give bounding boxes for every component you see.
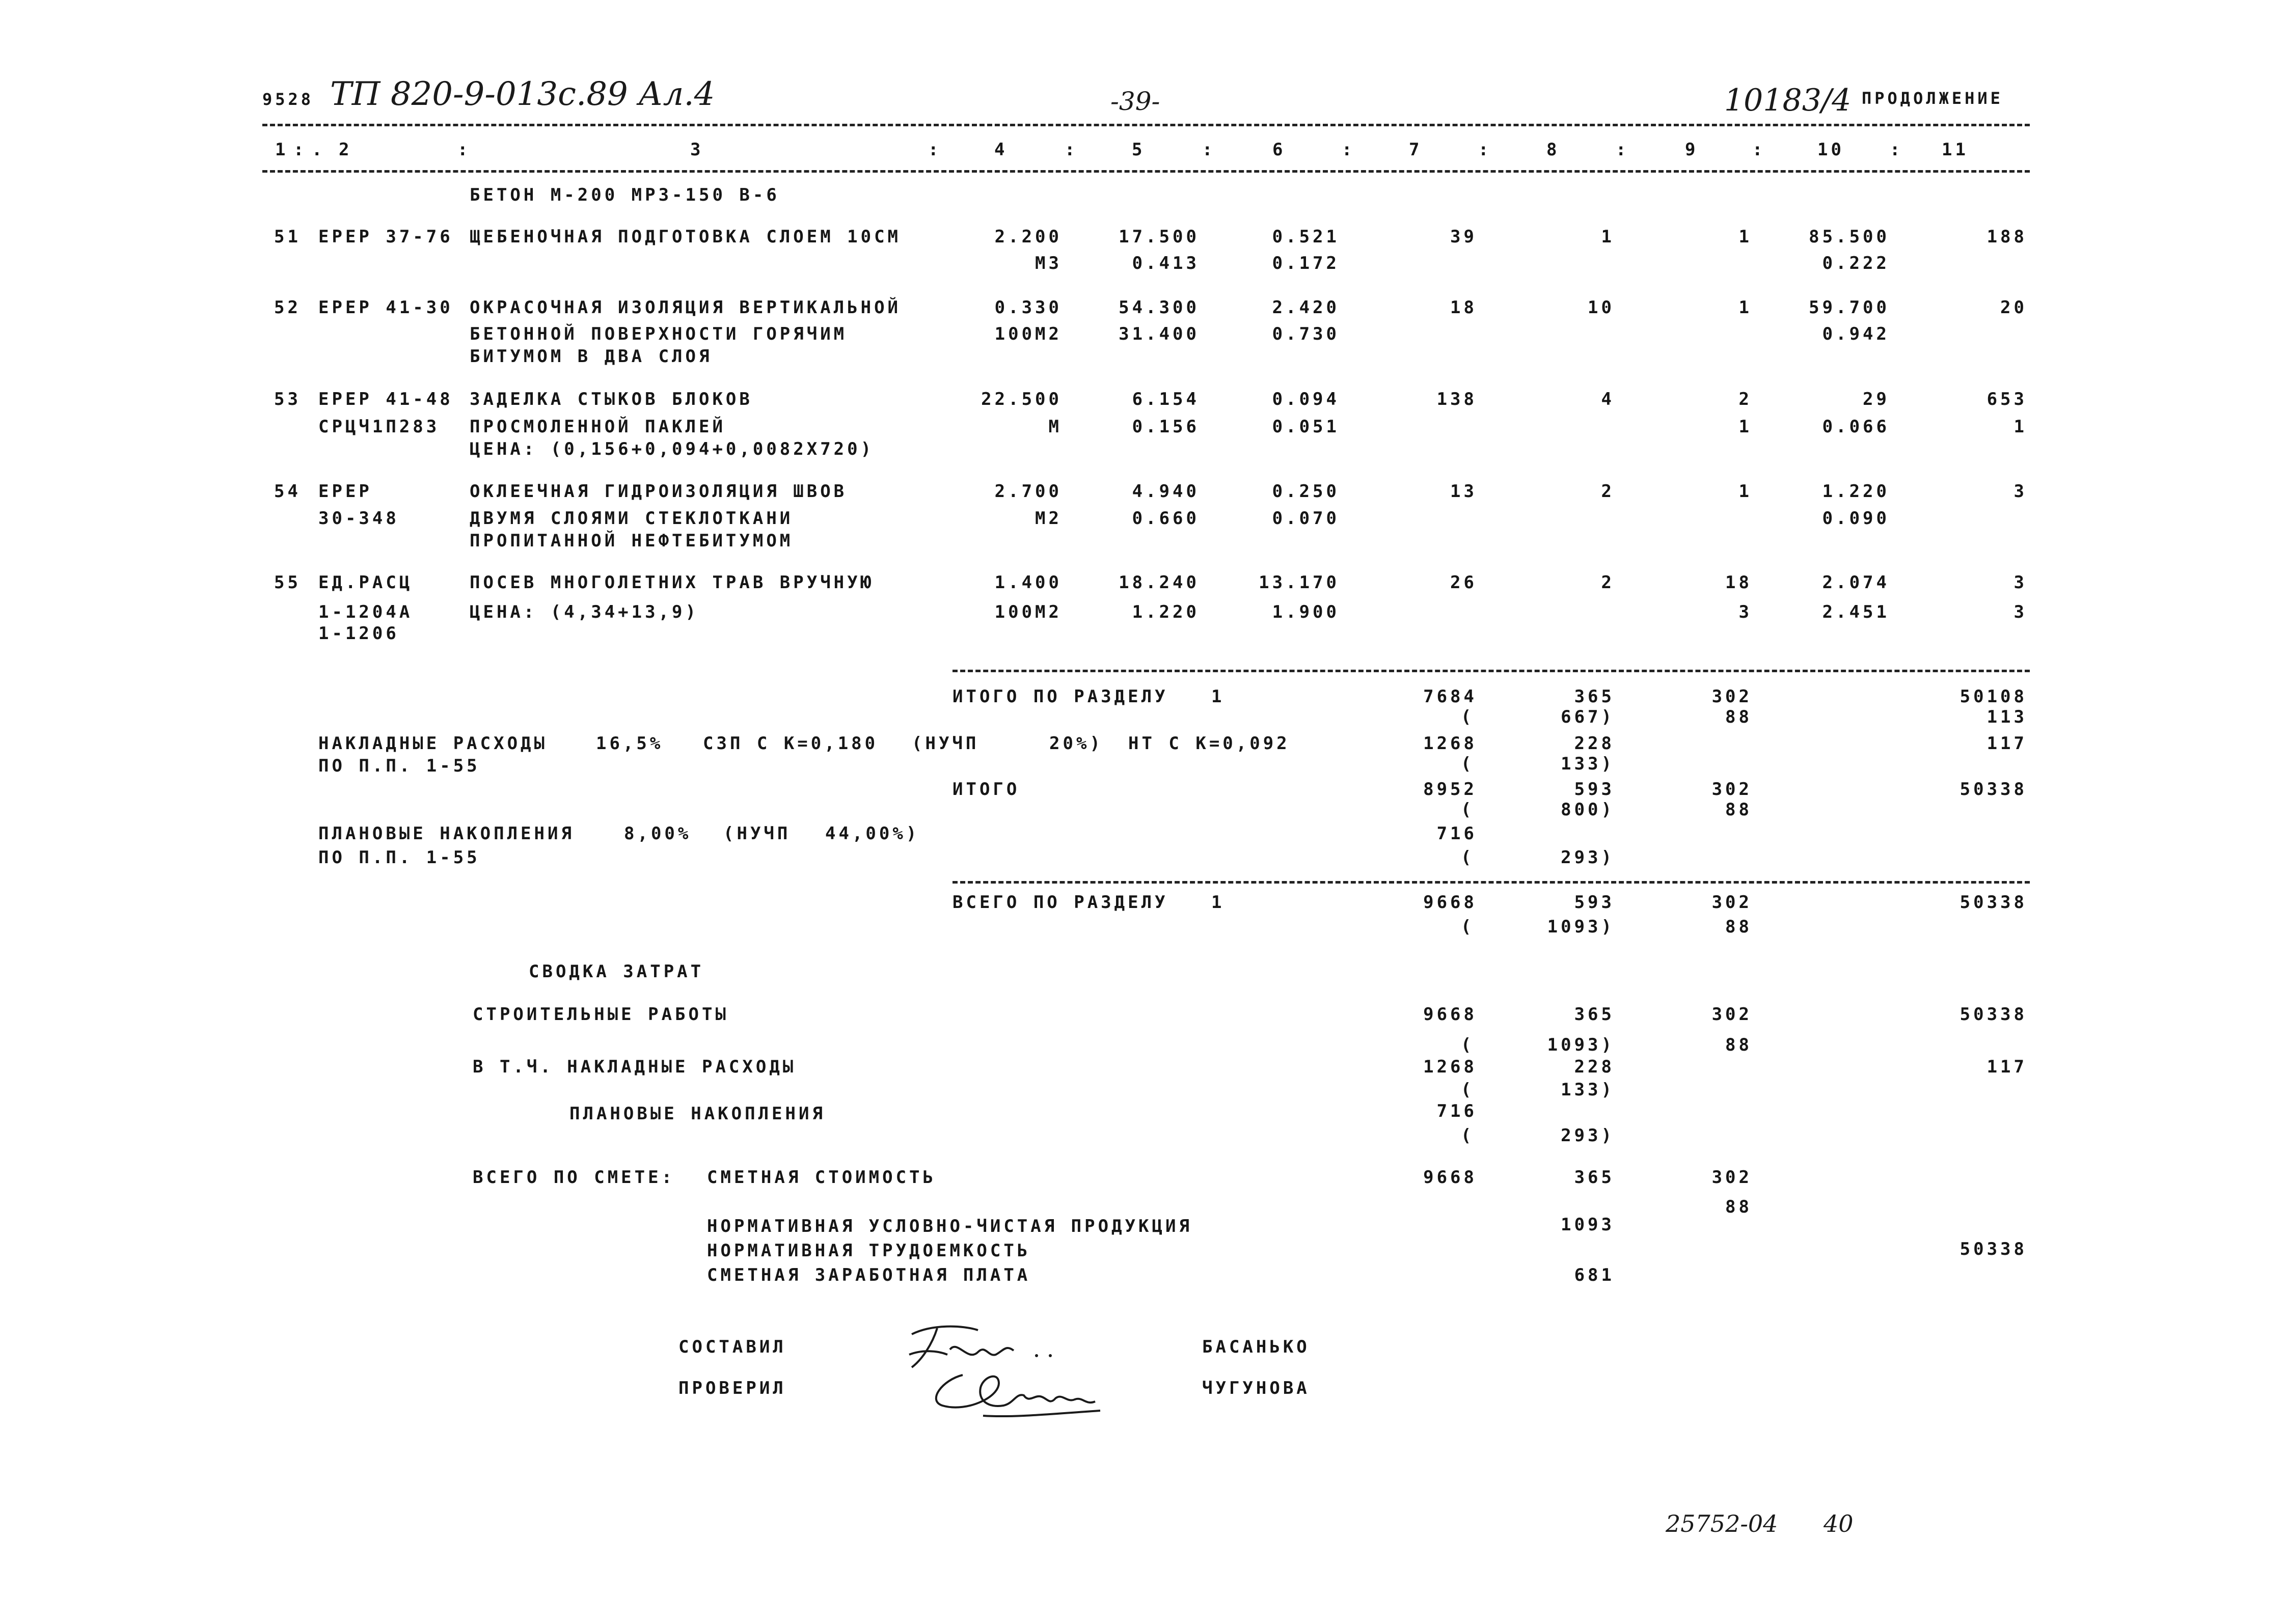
row-code: ЕРЕР 41-30 xyxy=(318,297,453,318)
total-label: ИТОГО ПО РАЗДЕЛУ xyxy=(953,686,1168,707)
cell-c10: 59.700 xyxy=(1809,297,1890,318)
planned-nuchp: (НУЧП xyxy=(723,823,791,844)
open-paren: ( xyxy=(1461,707,1475,727)
col-sep: : xyxy=(457,140,471,160)
open-paren: ( xyxy=(1461,917,1475,937)
cell-c7: 39 xyxy=(1450,227,1477,247)
page-number: -39- xyxy=(1110,87,1160,116)
row-description: ДВУМЯ СЛОЯМИ СТЕКЛОТКАНИ xyxy=(470,508,794,529)
cell-c10: 29 xyxy=(1863,389,1890,409)
cell-c5: 4.940 xyxy=(1132,481,1200,502)
cell-c8-paren: 293) xyxy=(1561,1125,1615,1146)
cell-c8-paren: 1093) xyxy=(1547,1035,1615,1055)
col-1: 1 xyxy=(275,140,289,160)
cell-c9: 302 xyxy=(1711,892,1752,913)
cell-c10: 0.942 xyxy=(1822,324,1890,344)
overhead-label: НАКЛАДНЫЕ РАСХОДЫ xyxy=(318,733,548,754)
cell-c5: 6.154 xyxy=(1132,389,1200,409)
cell-c6: 0.250 xyxy=(1272,481,1340,502)
checked-label: ПРОВЕРИЛ xyxy=(678,1378,786,1398)
cell-c5: 31.400 xyxy=(1119,324,1200,344)
section-title: БЕТОН М-200 МРЗ-150 В-6 xyxy=(470,185,780,205)
cell-c4-unit: 100М2 xyxy=(994,324,1062,344)
col-11: 11 xyxy=(1942,140,1969,160)
cell-c9: 88 xyxy=(1725,707,1752,727)
compiled-name: БАСАНЬКО xyxy=(1202,1337,1310,1357)
cell-c8: 10 xyxy=(1588,297,1615,318)
cell-c7: 7684 xyxy=(1423,686,1477,707)
row-description: БИТУМОМ В ДВА СЛОЯ xyxy=(470,346,713,367)
cell-c7: 716 xyxy=(1436,1101,1477,1121)
cell-c4: 0.330 xyxy=(994,297,1062,318)
cell-c11: 653 xyxy=(1986,389,2027,409)
cell-c5: 0.156 xyxy=(1132,417,1200,437)
cell-c11: 117 xyxy=(1986,733,2027,754)
planned-range: ПО П.П. 1-55 xyxy=(318,847,480,868)
cell-c11: 3 xyxy=(2013,481,2027,502)
col-7: 7 xyxy=(1409,140,1423,160)
total-rule xyxy=(953,670,2030,672)
footer-page: 40 xyxy=(1824,1510,1854,1537)
footer-stamp: 25752-04 xyxy=(1666,1510,1778,1537)
cell-c6: 0.730 xyxy=(1272,324,1340,344)
cell-c7: 9668 xyxy=(1423,892,1477,913)
row-description: ПРОПИТАННОЙ НЕФТЕБИТУМОМ xyxy=(470,531,794,551)
row-number: 52 xyxy=(274,297,301,318)
overhead-nuchp-pct: 20%) xyxy=(1049,733,1103,754)
wages-label: СМЕТНАЯ ЗАРАБОТНАЯ ПЛАТА xyxy=(707,1265,1031,1285)
row-code: ЕРЕР xyxy=(318,481,372,502)
planned-summary-label: ПЛАНОВЫЕ НАКОПЛЕНИЯ xyxy=(569,1104,826,1124)
cell-c5: 0.660 xyxy=(1132,508,1200,529)
row-description: ЗАДЕЛКА СТЫКОВ БЛОКОВ xyxy=(470,389,753,409)
cell-c8: 4 xyxy=(1601,389,1615,409)
cell-c8: 365 xyxy=(1574,1167,1615,1188)
estimate-total-label: ВСЕГО ПО СМЕТЕ: xyxy=(473,1167,675,1188)
col-sep: : xyxy=(1890,140,1903,160)
cell-c11: 3 xyxy=(2013,602,2027,622)
overhead-summary-label: В Т.Ч. НАКЛАДНЫЕ РАСХОДЫ xyxy=(473,1057,797,1077)
row-code-secondary: 1-1204А xyxy=(318,602,413,622)
cell-c9: 88 xyxy=(1725,1197,1752,1217)
row-code-secondary: 30-348 xyxy=(318,508,399,529)
col-10: 10 xyxy=(1817,140,1844,160)
col-sep: : xyxy=(1065,140,1078,160)
compiled-label: СОСТАВИЛ xyxy=(678,1337,786,1357)
cell-c9: 302 xyxy=(1711,1004,1752,1025)
row-description: ЦЕНА: (0,156+0,094+0,0082Х720) xyxy=(470,439,875,459)
cell-c7: 8952 xyxy=(1423,779,1477,800)
cell-c8: 593 xyxy=(1574,779,1615,800)
cell-c7: 1268 xyxy=(1423,1057,1477,1077)
cell-c6: 0.521 xyxy=(1272,227,1340,247)
cell-c4: 22.500 xyxy=(981,389,1062,409)
cell-c9: 2 xyxy=(1738,389,1752,409)
cell-c11: 50338 xyxy=(1960,1004,2027,1025)
col-6: 6 xyxy=(1272,140,1286,160)
row-number: 53 xyxy=(274,389,301,409)
cell-c9: 302 xyxy=(1711,686,1752,707)
norm-labor-label: НОРМАТИВНАЯ ТРУДОЕМКОСТЬ xyxy=(707,1241,1031,1261)
grand-rule xyxy=(953,881,2030,884)
overhead-szp: СЗП С К=0,180 xyxy=(703,733,879,754)
row-number: 51 xyxy=(274,227,301,247)
cell-c6: 0.070 xyxy=(1272,508,1340,529)
cell-c9: 1 xyxy=(1738,297,1752,318)
row-description: ОКЛЕЕЧНАЯ ГИДРОИЗОЛЯЦИЯ ШВОВ xyxy=(470,481,848,502)
cell-c4-unit: М2 xyxy=(1035,508,1062,529)
row-description: ПОСЕВ МНОГОЛЕТНИХ ТРАВ ВРУЧНУЮ xyxy=(470,572,875,593)
cell-c5: 0.413 xyxy=(1132,253,1200,273)
cell-c10: 0.090 xyxy=(1822,508,1890,529)
cell-c9: 302 xyxy=(1711,779,1752,800)
cell-c4-unit: М3 xyxy=(1035,253,1062,273)
checked-name: ЧУГУНОВА xyxy=(1202,1378,1310,1398)
row-code-tertiary: 1-1206 xyxy=(318,623,399,644)
cell-c8: 365 xyxy=(1574,1004,1615,1025)
col-sep: : xyxy=(1202,140,1216,160)
col-3: 3 xyxy=(690,140,704,160)
grand-section: 1 xyxy=(1211,892,1225,913)
row-code: ЕРЕР 41-48 xyxy=(318,389,453,409)
cell-c5: 18.240 xyxy=(1119,572,1200,593)
cell-c11: 50338 xyxy=(1960,779,2027,800)
norm-product-value: 1093 xyxy=(1561,1215,1615,1235)
col-sep: : xyxy=(293,140,307,160)
open-paren: ( xyxy=(1461,1080,1475,1100)
header-rule-bottom xyxy=(262,170,2030,173)
cell-c9: 1 xyxy=(1738,227,1752,247)
cell-c10: 85.500 xyxy=(1809,227,1890,247)
open-paren: ( xyxy=(1461,1125,1475,1146)
cell-c9: 302 xyxy=(1711,1167,1752,1188)
estimate-cost-label: СМЕТНАЯ СТОИМОСТЬ xyxy=(707,1167,936,1188)
row-description: ЦЕНА: (4,34+13,9) xyxy=(470,602,699,622)
construction-label: СТРОИТЕЛЬНЫЕ РАБОТЫ xyxy=(473,1004,729,1025)
cell-c9: 3 xyxy=(1738,602,1752,622)
cell-c4: 1.400 xyxy=(994,572,1062,593)
subtotal-label: ИТОГО xyxy=(953,779,1020,800)
row-description: ЩЕБЕНОЧНАЯ ПОДГОТОВКА СЛОЕМ 10СМ xyxy=(470,227,902,247)
cell-c7: 1268 xyxy=(1423,733,1477,754)
col-4: 4 xyxy=(994,140,1008,160)
cell-c8: 1 xyxy=(1601,227,1615,247)
cell-c6: 0.172 xyxy=(1272,253,1340,273)
cell-c4-unit: 100М2 xyxy=(994,602,1062,622)
cell-c8-paren: 133) xyxy=(1561,1080,1615,1100)
cell-c9: 18 xyxy=(1725,572,1752,593)
row-code-secondary: СРЦЧ1П283 xyxy=(318,417,440,437)
summary-title: СВОДКА ЗАТРАТ xyxy=(529,961,704,982)
cell-c9: 1 xyxy=(1738,417,1752,437)
cell-c11: 50108 xyxy=(1960,686,2027,707)
col-sep: : xyxy=(1752,140,1766,160)
cell-c6: 13.170 xyxy=(1259,572,1340,593)
row-description: ПРОСМОЛЕННОЙ ПАКЛЕЙ xyxy=(470,417,726,437)
cell-c6: 0.051 xyxy=(1272,417,1340,437)
cell-c11: 113 xyxy=(1986,707,2027,727)
cell-c10: 1.220 xyxy=(1822,481,1890,502)
cell-c8-paren: 133) xyxy=(1561,754,1615,774)
overhead-nuchp: (НУЧП xyxy=(912,733,979,754)
col-5: 5 xyxy=(1132,140,1146,160)
cell-c11: 50338 xyxy=(1960,892,2027,913)
cell-c8: 2 xyxy=(1601,481,1615,502)
cell-c7: 13 xyxy=(1450,481,1477,502)
cell-c6: 2.420 xyxy=(1272,297,1340,318)
cell-c8-paren: 667) xyxy=(1561,707,1615,727)
cell-c9: 88 xyxy=(1725,1035,1752,1055)
row-number: 55 xyxy=(274,572,301,593)
cell-c11: 1 xyxy=(2013,417,2027,437)
planned-pct: 8,00% xyxy=(624,823,692,844)
cell-c8: 228 xyxy=(1574,1057,1615,1077)
cell-c4: 2.200 xyxy=(994,227,1062,247)
cell-c11: 117 xyxy=(1986,1057,2027,1077)
continuation-label: ПРОДОЛЖЕНИЕ xyxy=(1862,89,2003,108)
cell-c6: 1.900 xyxy=(1272,602,1340,622)
cell-c7: 9668 xyxy=(1423,1004,1477,1025)
open-paren: ( xyxy=(1461,847,1475,868)
cell-c8: 2 xyxy=(1601,572,1615,593)
overhead-nt: НТ С К=0,092 xyxy=(1128,733,1290,754)
cell-c8-paren: 293) xyxy=(1561,847,1615,868)
col-sep: : xyxy=(928,140,942,160)
norm-labor-value: 50338 xyxy=(1960,1239,2027,1259)
row-number: 54 xyxy=(274,481,301,502)
norm-product-label: НОРМАТИВНАЯ УСЛОВНО-ЧИСТАЯ ПРОДУКЦИЯ xyxy=(707,1216,1192,1236)
cell-c8: 593 xyxy=(1574,892,1615,913)
col-sep: : xyxy=(1478,140,1492,160)
cell-c11: 188 xyxy=(1986,227,2027,247)
col-8: 8 xyxy=(1546,140,1560,160)
open-paren: ( xyxy=(1461,1035,1475,1055)
signature-checked xyxy=(922,1365,1115,1426)
wages-value: 681 xyxy=(1574,1265,1615,1285)
archive-number: 10183/4 xyxy=(1724,82,1852,118)
cell-c11: 3 xyxy=(2013,572,2027,593)
cell-c6: 0.094 xyxy=(1272,389,1340,409)
cell-c7: 138 xyxy=(1436,389,1477,409)
row-description: ОКРАСОЧНАЯ ИЗОЛЯЦИЯ ВЕРТИКАЛЬНОЙ xyxy=(470,297,902,318)
cell-c8: 365 xyxy=(1574,686,1615,707)
grand-label: ВСЕГО ПО РАЗДЕЛУ xyxy=(953,892,1168,913)
cell-c8-paren: 1093) xyxy=(1547,917,1615,937)
doc-code: 9528 xyxy=(262,90,314,109)
row-code: ЕРЕР 37-76 xyxy=(318,227,453,247)
cell-c5: 54.300 xyxy=(1119,297,1200,318)
open-paren: ( xyxy=(1461,754,1475,774)
col-sep: : xyxy=(1616,140,1629,160)
cell-c5: 1.220 xyxy=(1132,602,1200,622)
cell-c9: 88 xyxy=(1725,917,1752,937)
cell-c10: 0.222 xyxy=(1822,253,1890,273)
cell-c4: 2.700 xyxy=(994,481,1062,502)
col-sep: : xyxy=(1342,140,1355,160)
cell-c10: 0.066 xyxy=(1822,417,1890,437)
cell-c4-unit: М xyxy=(1048,417,1062,437)
planned-label: ПЛАНОВЫЕ НАКОПЛЕНИЯ xyxy=(318,823,575,844)
overhead-pct: 16,5% xyxy=(596,733,664,754)
cell-c7: 9668 xyxy=(1423,1167,1477,1188)
col-2: . 2 xyxy=(312,140,352,160)
cell-c11: 20 xyxy=(2000,297,2027,318)
cell-c10: 2.074 xyxy=(1822,572,1890,593)
row-description: БЕТОННОЙ ПОВЕРХНОСТИ ГОРЯЧИМ xyxy=(470,324,848,344)
doc-reference: ТП 820-9-013с.89 Ал.4 xyxy=(330,75,715,113)
cell-c9: 88 xyxy=(1725,800,1752,820)
cell-c9: 1 xyxy=(1738,481,1752,502)
open-paren: ( xyxy=(1461,800,1475,820)
cell-c7: 18 xyxy=(1450,297,1477,318)
cell-c7: 716 xyxy=(1436,823,1477,844)
col-9: 9 xyxy=(1685,140,1699,160)
cell-c5: 17.500 xyxy=(1119,227,1200,247)
cell-c10: 2.451 xyxy=(1822,602,1890,622)
cell-c7: 26 xyxy=(1450,572,1477,593)
total-section: 1 xyxy=(1211,686,1225,707)
header-rule-top xyxy=(262,124,2030,126)
cell-c8: 228 xyxy=(1574,733,1615,754)
planned-nuchp-pct: 44,00%) xyxy=(825,823,920,844)
overhead-range: ПО П.П. 1-55 xyxy=(318,756,480,776)
cell-c8-paren: 800) xyxy=(1561,800,1615,820)
row-code: ЕД.РАСЦ xyxy=(318,572,413,593)
